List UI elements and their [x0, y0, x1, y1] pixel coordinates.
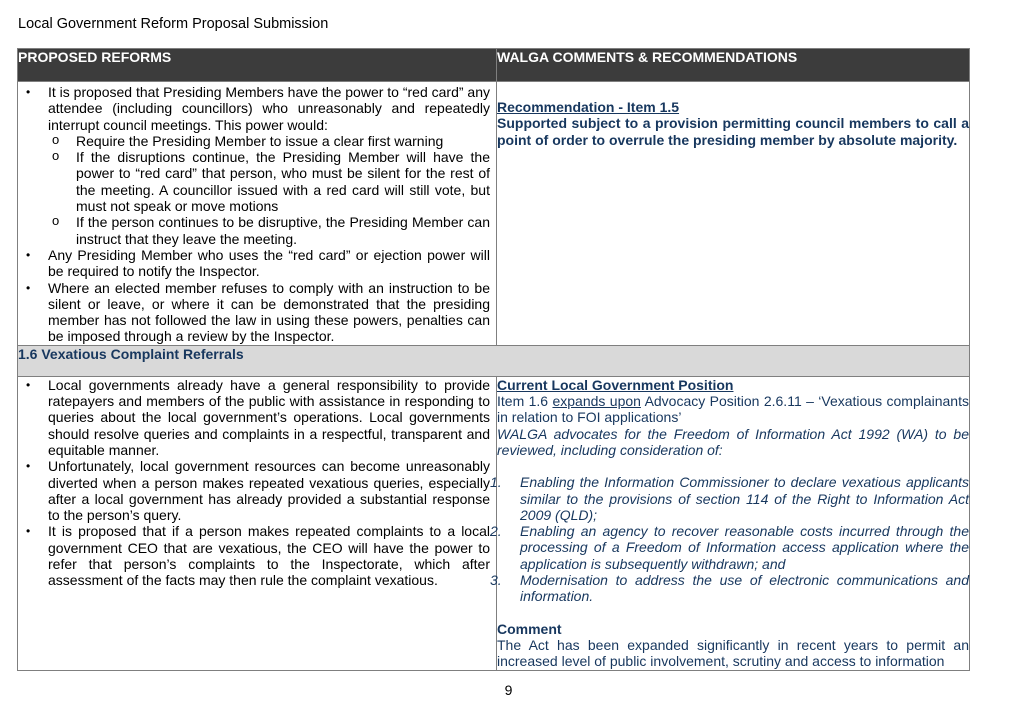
- list-item: [18, 84, 496, 247]
- sub-bullet-text: If the disruptions continue, the Presiding Member will have the power to “red card” that person, who must be silent for the rest of the meeting. A councillor issued with a red card will still vote, but must not speak or move motions: [76, 149, 490, 215]
- bullet-text: Unfortunately, local government resources can become unreasonably diverted when a person makes repeated vexatious queries, especially after a local government has already provided a substantial response to the person’s query.: [48, 458, 490, 524]
- item-number: 1.: [490, 474, 502, 491]
- comment-heading: Comment: [497, 620, 562, 637]
- numbered-item: [490, 523, 969, 572]
- bullet-icon: •: [26, 280, 31, 295]
- bullet-icon: •: [26, 247, 31, 262]
- table-row: [18, 376, 970, 670]
- sub-bullet-text: If the person continues to be disruptive, the Presiding Member can instruct that they leave the meeting.: [76, 214, 490, 247]
- sub-bullet-text: Require the Presiding Member to issue a clear first warning: [76, 132, 444, 149]
- numbered-text: Enabling the Information Commissioner to declare vexatious applicants similar to the provisions of section 114 of the Right to Information Act 2009 (QLD);: [520, 474, 969, 523]
- sub-list-item: [48, 133, 490, 149]
- bullet-text: Local governments already have a general responsibility to provide ratepayers and members of the public with assistance in responding to queries about the local government’s operations. Local governments should resolve queries and complaints in a respectful, transparent and equitable manner.: [48, 376, 490, 458]
- bullet-text: It is proposed that if a person makes repeated complaints to a local government CEO that are vexatious, the CEO will have the power to refer that person’s complaints to the Inspectorate, which after assessment of the facts may then rule the complaint vexatious.: [48, 523, 490, 589]
- reform-table: [17, 48, 970, 671]
- item-suffix: Advocacy Position 2.6.11 – ‘Vexatious complainants in relation to FOI applications’: [497, 393, 969, 426]
- bullet-icon: •: [26, 377, 31, 392]
- bullet-icon: •: [26, 524, 31, 539]
- numbered-text: Enabling an agency to recover reasonable costs incurred through the processing of a Freedom of Information access application where the application is subsequently withdrawn; and: [520, 523, 969, 572]
- section-title: 1.6 Vexatious Complaint Referrals: [18, 345, 970, 376]
- reform-cell-vexatious: [18, 376, 497, 670]
- position-heading: Current Local Government Position: [497, 376, 734, 393]
- list-item: [18, 523, 496, 588]
- list-item: [18, 377, 496, 458]
- item-prefix: Item 1.6: [497, 393, 549, 410]
- reform-cell-red-card: [18, 82, 497, 346]
- advocacy-text: WALGA advocates for the Freedom of Information Act 1992 (WA) to be reviewed, including consideration of:: [497, 425, 969, 458]
- item-expands-link: expands upon: [552, 393, 641, 410]
- sub-list-item: [48, 214, 490, 247]
- item-number: 2.: [490, 523, 502, 540]
- numbered-text: Modernisation to address the use of electronic communications and information.: [520, 572, 969, 605]
- sub-bullet-icon: o: [52, 148, 60, 164]
- sub-bullet-icon: o: [52, 131, 60, 147]
- numbered-item: [490, 572, 969, 605]
- recommendation-text: Supported subject to a provision permitting council members to call a point of order to overrule the presiding member by absolute majority.: [497, 115, 969, 148]
- list-item: [18, 458, 496, 523]
- list-item: [18, 247, 496, 280]
- table-row: [18, 82, 970, 346]
- header-walga-comments: WALGA COMMENTS & RECOMMENDATIONS: [497, 49, 970, 82]
- list-item: [18, 280, 496, 345]
- bullet-icon: •: [26, 459, 31, 474]
- document-title: Local Government Reform Proposal Submission: [18, 16, 329, 32]
- table-header-row: [18, 49, 970, 82]
- numbered-item: [490, 474, 969, 523]
- sub-bullet-icon: o: [52, 213, 60, 229]
- position-item-text: [497, 393, 969, 426]
- sub-list-item: [48, 149, 490, 214]
- position-cell: [490, 376, 970, 670]
- recommendation-heading: Recommendation - Item 1.5: [497, 99, 680, 115]
- bullet-text: It is proposed that Presiding Members have the power to “red card” any attendee (including councillors) who unreasonably and repeatedly interrupt council meetings. This power would:: [48, 84, 490, 133]
- page-number: 9: [504, 682, 513, 698]
- comment-text: The Act has been expanded significantly in recent years to permit an increased level of public involvement, scrutiny and access to information: [497, 636, 969, 670]
- section-row: [18, 345, 970, 376]
- bullet-text: Any Presiding Member who uses the “red card” or ejection power will be required to notify the Inspector.: [48, 246, 490, 280]
- bullet-icon: •: [26, 85, 31, 99]
- item-number: 3.: [490, 572, 502, 589]
- bullet-text: Where an elected member refuses to comply with an instruction to be silent or leave, or where it can be demonstrated that the presiding member has not followed the law in using these powers, penalties can be imposed through a review by the Inspector.: [48, 279, 490, 345]
- recommendation-cell: [497, 82, 970, 346]
- header-proposed-reforms: PROPOSED REFORMS: [18, 49, 497, 82]
